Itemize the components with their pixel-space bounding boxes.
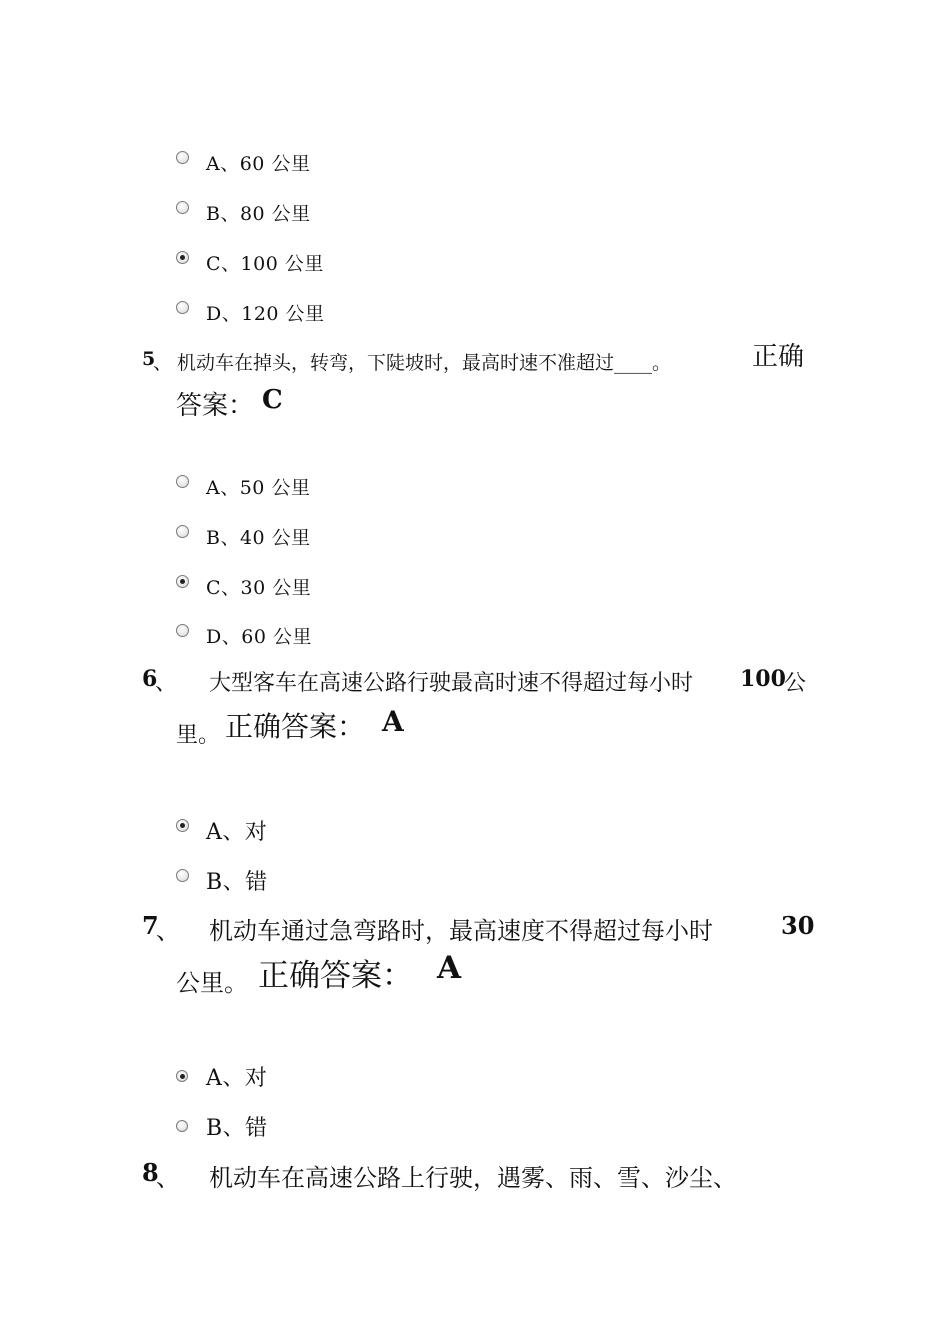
radio-icon[interactable] [176, 624, 189, 637]
question-value: 100 [740, 666, 786, 692]
question-separator: 、 [155, 671, 178, 696]
q6-option-b[interactable] [176, 866, 268, 894]
question-text: 机动车在高速公路上行驶，遇雾、雨、雪、沙尘、 [209, 1164, 737, 1192]
answer-prefix: 正确答案： [258, 958, 413, 994]
option-label: B、40 公里 [206, 526, 311, 549]
question-number: 6 [142, 666, 158, 692]
correct-answer: C [262, 385, 283, 415]
option-label: C、100 公里 [206, 252, 324, 275]
radio-checked-icon[interactable] [176, 819, 189, 832]
q5-option-a[interactable] [176, 472, 310, 500]
q5-option-b[interactable] [176, 522, 311, 550]
question-text: 大型客车在高速公路行驶最高时速不得超过每小时 [209, 671, 694, 696]
q4-option-a[interactable] [176, 148, 310, 176]
radio-checked-icon[interactable] [176, 251, 189, 264]
radio-icon[interactable] [176, 301, 189, 314]
option-label: B、错 [206, 869, 268, 895]
option-label: D、60 公里 [206, 625, 312, 648]
option-label: A、60 公里 [206, 152, 311, 175]
q7-option-b[interactable] [176, 1112, 268, 1140]
q4-option-c[interactable] [176, 248, 324, 276]
q7-option-a[interactable] [176, 1062, 267, 1090]
question-separator: 、 [153, 352, 173, 374]
correct-answer: A [437, 950, 462, 986]
question-text: 公 [784, 671, 807, 696]
radio-icon[interactable] [176, 525, 189, 538]
option-label: C、30 公里 [206, 576, 312, 599]
option-label: B、错 [206, 1115, 268, 1141]
question-text: 公里。 [176, 969, 248, 997]
option-label: A、50 公里 [206, 476, 311, 499]
q5-option-d[interactable] [176, 621, 312, 649]
q6-option-a[interactable] [176, 816, 267, 844]
question-text: 机动车通过急弯路时，最高速度不得超过每小时 [209, 917, 713, 945]
correct-answer: A [382, 705, 404, 738]
answer-prefix: 正确 [752, 342, 805, 372]
question-separator: 、 [156, 917, 180, 945]
question-separator: 、 [156, 1164, 180, 1192]
answer-prefix: 答案： [176, 391, 255, 421]
radio-icon[interactable] [176, 151, 189, 164]
question-number: 5 [142, 348, 156, 370]
q5-option-c[interactable] [176, 572, 311, 600]
question-number: 8 [142, 1158, 159, 1187]
answer-prefix: 正确答案： [225, 710, 366, 743]
radio-checked-icon[interactable] [176, 575, 189, 588]
q4-option-d[interactable] [176, 298, 325, 326]
option-label: A、对 [206, 1065, 268, 1091]
option-label: D、120 公里 [206, 302, 325, 325]
radio-icon[interactable] [176, 869, 189, 882]
question-text: 机动车在掉头，转弯，下陡坡时，最高时速不准超过____。 [177, 352, 672, 374]
question-value: 30 [781, 911, 815, 940]
q4-option-b[interactable] [176, 198, 311, 226]
question-text: 里。 [176, 723, 221, 748]
radio-icon[interactable] [176, 475, 189, 488]
option-label: B、80 公里 [206, 202, 311, 225]
radio-checked-icon[interactable] [176, 1070, 188, 1082]
radio-icon[interactable] [176, 1120, 188, 1132]
question-number: 7 [142, 911, 159, 940]
radio-icon[interactable] [176, 201, 189, 214]
option-label: A、对 [206, 819, 268, 845]
